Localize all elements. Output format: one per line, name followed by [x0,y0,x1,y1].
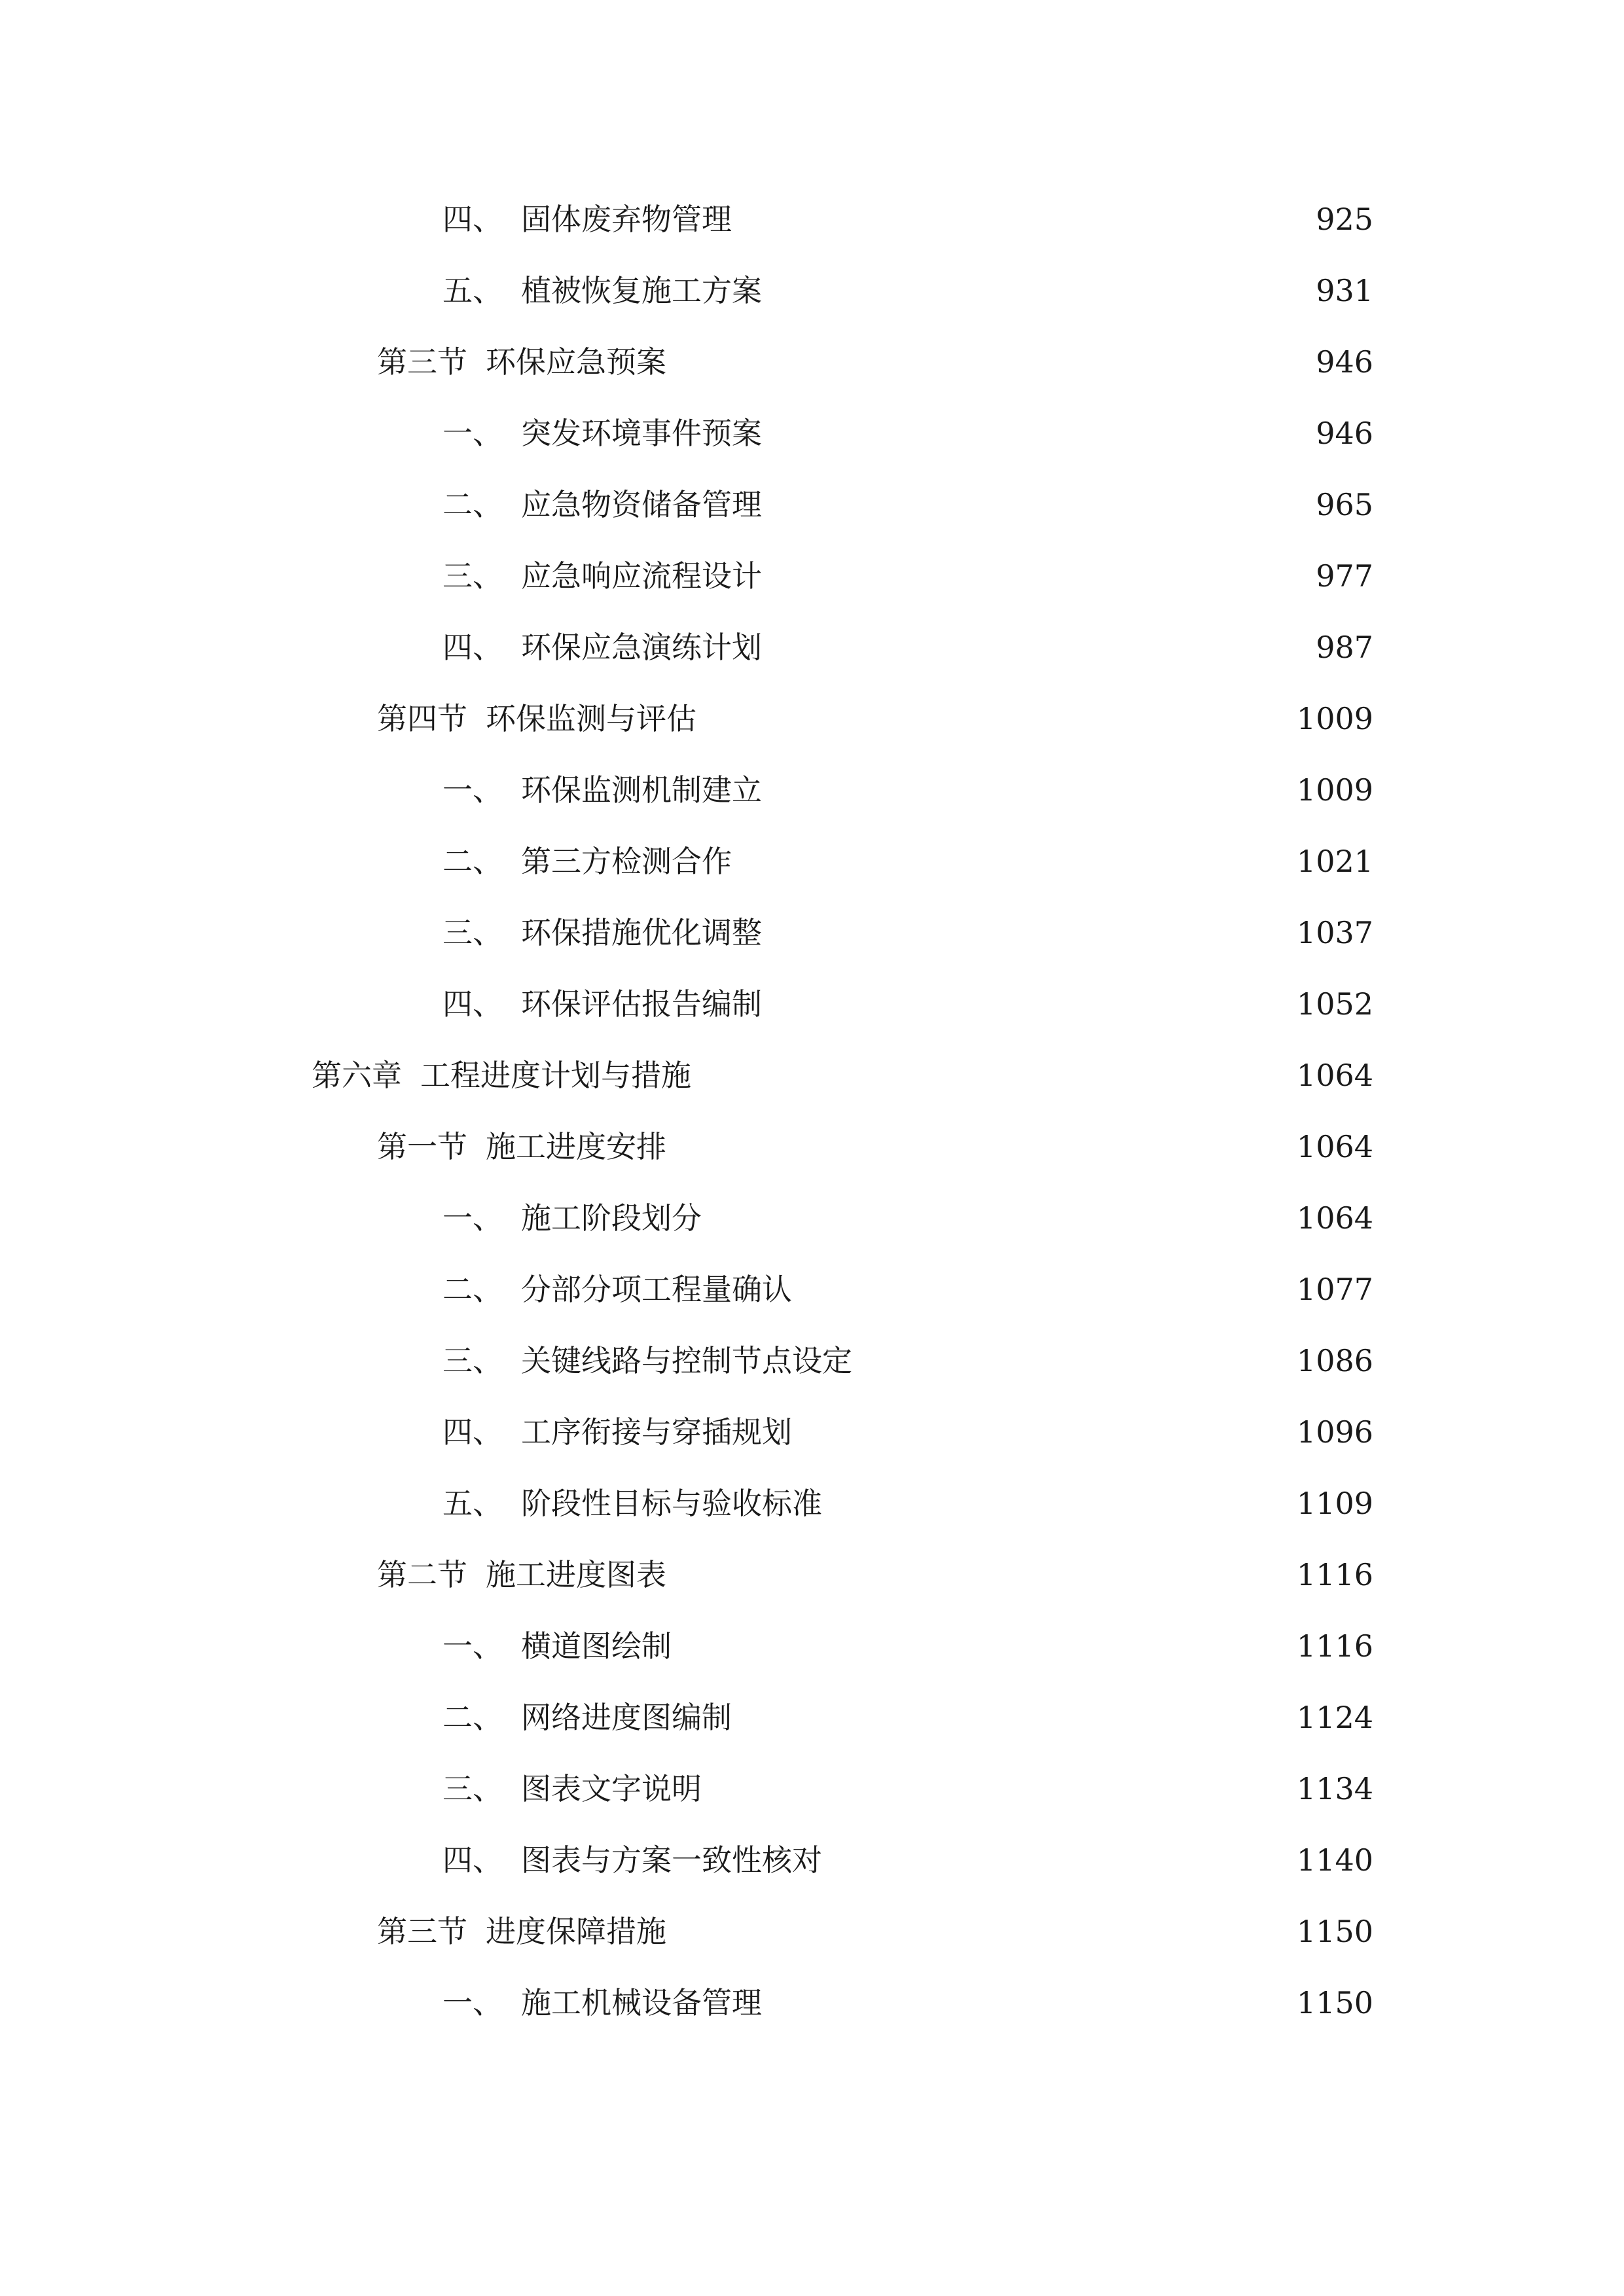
dot-leader [676,1905,1289,1958]
dot-leader [771,764,1289,816]
dot-leader [711,1192,1289,1244]
toc-entry-title: 施工机械设备管理 [521,1985,762,2020]
toc-entry-page-number: 977 [1316,558,1373,594]
toc-entry-title: 阶段性目标与验收标准 [521,1486,822,1521]
toc-entry-label [377,1549,666,1601]
toc-entry[interactable] [442,1263,1373,1316]
toc-entry-title: 环保监测机制建立 [521,772,762,808]
toc-entry-page-number: 1077 [1296,1272,1373,1307]
toc-entry-number: 一、 [442,1985,503,2020]
dot-leader [771,978,1289,1030]
toc-entry-label [442,1763,702,1815]
toc-entry-number: 第六章 [312,1058,402,1093]
toc-entry-label [442,1335,852,1387]
toc-entry-number: 一、 [442,416,503,451]
toc-entry-label [442,835,732,888]
toc-entry-label [442,1477,822,1530]
toc-entry-page-number: 1150 [1296,1914,1373,1949]
toc-entry[interactable] [442,264,1373,317]
toc-entry-number: 三、 [442,1343,503,1378]
toc-entry[interactable] [442,407,1373,459]
toc-entry-page-number: 1021 [1296,844,1373,879]
toc-entry[interactable] [442,764,1373,816]
toc-entry-title: 图表文字说明 [521,1771,702,1806]
toc-entry-number: 二、 [442,487,503,522]
dot-leader [801,1263,1289,1316]
toc-entry-title: 分部分项工程量确认 [521,1272,792,1307]
toc-entry-label [442,264,762,317]
toc-entry-title: 施工阶段划分 [521,1200,702,1236]
toc-entry-page-number: 946 [1316,344,1373,380]
dot-leader [771,407,1308,459]
toc-entry-title: 图表与方案一致性核对 [521,1842,822,1878]
toc-entry-title: 进度保障措施 [486,1914,666,1949]
toc-entry-title: 第三方检测合作 [521,844,732,879]
toc-entry-title: 环保应急演练计划 [521,630,762,665]
toc-entry-title: 环保评估报告编制 [521,986,762,1022]
dot-leader [676,1121,1289,1173]
toc-entry-label [442,1620,672,1672]
toc-entry-title: 植被恢复施工方案 [521,273,762,308]
toc-entry-title: 施工进度安排 [486,1129,666,1164]
toc-entry-page-number: 987 [1316,630,1373,665]
toc-entry-number: 三、 [442,558,503,594]
dot-leader [771,906,1289,959]
toc-entry-label [442,978,762,1030]
toc-entry[interactable] [442,1477,1373,1530]
toc-entry-label [442,193,732,245]
toc-entry-number: 五、 [442,273,503,308]
toc-entry-label [442,621,762,673]
dot-leader [771,1977,1289,2029]
toc-entry-page-number: 1064 [1296,1058,1373,1093]
toc-entry-page-number: 1109 [1296,1486,1373,1521]
toc-entry-title: 环保措施优化调整 [521,915,762,950]
toc-entry-number: 第一节 [377,1129,467,1164]
toc-entry-page-number: 931 [1316,273,1373,308]
toc-entry-number: 一、 [442,1200,503,1236]
toc-entry-page-number: 1140 [1296,1842,1373,1878]
dot-leader [741,835,1289,888]
dot-leader [711,1763,1289,1815]
toc-entry-title: 工程进度计划与措施 [420,1058,691,1093]
toc-entry-page-number: 1124 [1296,1700,1373,1735]
toc-entry[interactable] [442,1977,1373,2029]
toc-entry[interactable] [442,478,1373,531]
toc-entry[interactable] [442,978,1373,1030]
toc-entry-number: 第二节 [377,1557,467,1592]
toc-entry-number: 第三节 [377,1914,467,1949]
toc-entry-page-number: 1116 [1296,1557,1373,1592]
toc-entry-number: 五、 [442,1486,503,1521]
toc-entry-title: 网络进度图编制 [521,1700,732,1735]
toc-entry-page-number: 1064 [1296,1200,1373,1236]
toc-entry-label [377,1905,666,1958]
toc-entry-label [442,478,762,531]
toc-entry-page-number: 1009 [1296,701,1373,736]
toc-entry-title: 应急物资储备管理 [521,487,762,522]
dot-leader [831,1834,1289,1886]
toc-entry-number: 二、 [442,1272,503,1307]
toc-entry-title: 环保监测与评估 [486,701,696,736]
toc-entry[interactable] [442,1834,1373,1886]
dot-leader [831,1477,1289,1530]
dot-leader [676,336,1308,388]
toc-entry-page-number: 1086 [1296,1343,1373,1378]
toc-entry[interactable] [442,1335,1373,1387]
toc-entry-label [312,1049,691,1102]
toc-entry[interactable] [442,621,1373,673]
toc-entry-title: 施工进度图表 [486,1557,666,1592]
toc-entry-title: 应急响应流程设计 [521,558,762,594]
toc-entry-label [442,1834,822,1886]
toc-entry-page-number: 925 [1316,202,1373,237]
toc-entry-number: 四、 [442,202,503,237]
toc-entry-number: 三、 [442,915,503,950]
toc-entry[interactable] [442,550,1373,602]
toc-entry-number: 四、 [442,1414,503,1450]
toc-entry[interactable] [442,193,1373,245]
toc-entry-number: 四、 [442,1842,503,1878]
toc-entry[interactable] [377,336,1373,388]
dot-leader [681,1620,1289,1672]
toc-entry-page-number: 1116 [1296,1628,1373,1664]
toc-entry-page-number: 1009 [1296,772,1373,808]
toc-entry-label [442,407,762,459]
toc-entry-page-number: 965 [1316,487,1373,522]
toc-entry[interactable] [377,692,1373,745]
toc-entry-label [442,1192,702,1244]
toc-entry[interactable] [442,1406,1373,1458]
dot-leader [771,621,1308,673]
toc-entry[interactable] [377,1549,1373,1601]
toc-entry[interactable] [442,1192,1373,1244]
toc-entry-label [442,1977,762,2029]
toc-entry-label [442,1691,732,1744]
toc-entry-number: 二、 [442,1700,503,1735]
toc-entry-number: 四、 [442,630,503,665]
dot-leader [771,550,1308,602]
toc-entry-label [442,906,762,959]
toc-entry-page-number: 1052 [1296,986,1373,1022]
toc-entry-number: 三、 [442,1771,503,1806]
toc-entry-page-number: 1134 [1296,1771,1373,1806]
toc-entry[interactable] [442,906,1373,959]
toc-entry[interactable] [312,1049,1373,1102]
dot-leader [861,1335,1289,1387]
toc-entry-label [442,1263,792,1316]
toc-entry-page-number: 1037 [1296,915,1373,950]
toc-entry-title: 横道图绘制 [521,1628,672,1664]
toc-entry[interactable] [442,1763,1373,1815]
toc-entry-number: 第四节 [377,701,467,736]
dot-leader [700,1049,1289,1102]
toc-entry[interactable] [442,1620,1373,1672]
toc-entry-number: 第三节 [377,344,467,380]
toc-entry[interactable] [377,1905,1373,1958]
toc-entry-label [442,550,762,602]
toc-entry[interactable] [442,1691,1373,1744]
toc-entry-label [377,692,696,745]
toc-entry-number: 四、 [442,986,503,1022]
toc-entry-page-number: 946 [1316,416,1373,451]
toc-entry-label [442,764,762,816]
toc-entry-label [377,336,666,388]
toc-entry-title: 突发环境事件预案 [521,416,762,451]
toc-entry-title: 环保应急预案 [486,344,666,380]
dot-leader [771,478,1308,531]
dot-leader [676,1549,1289,1601]
toc-entry-title: 固体废弃物管理 [521,202,732,237]
dot-leader [741,1691,1289,1744]
toc-entry-title: 关键线路与控制节点设定 [521,1343,852,1378]
toc-entry-number: 二、 [442,844,503,879]
toc-entry-number: 一、 [442,1628,503,1664]
toc-entry[interactable] [442,835,1373,888]
dot-leader [741,193,1308,245]
dot-leader [706,692,1289,745]
toc-entry-title: 工序衔接与穿插规划 [521,1414,792,1450]
toc-entry-page-number: 1150 [1296,1985,1373,2020]
toc-entry-number: 一、 [442,772,503,808]
toc-entry-page-number: 1064 [1296,1129,1373,1164]
toc-entry-label [442,1406,792,1458]
dot-leader [771,264,1308,317]
toc-entry[interactable] [377,1121,1373,1173]
toc-entry-page-number: 1096 [1296,1414,1373,1450]
dot-leader [801,1406,1289,1458]
toc-entry-label [377,1121,666,1173]
